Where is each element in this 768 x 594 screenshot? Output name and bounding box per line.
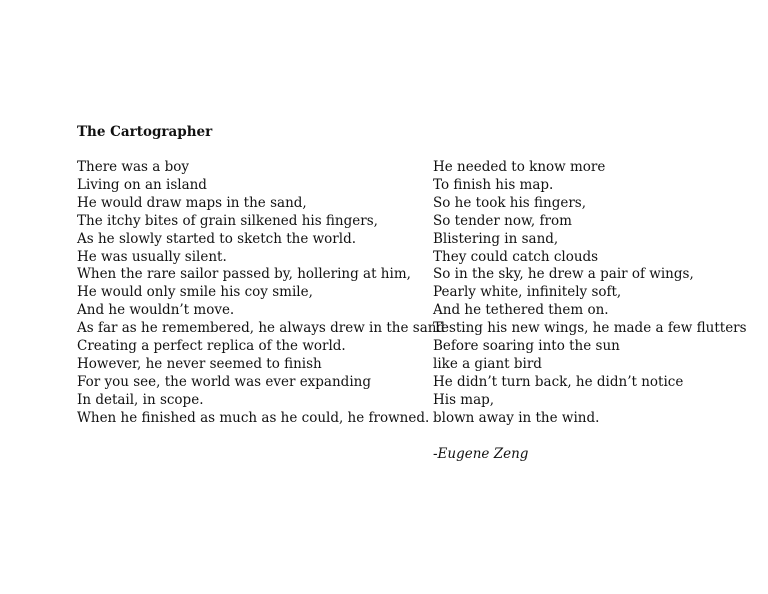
poem-line: As far as he remembered, he always drew in the sand bbox=[77, 320, 446, 337]
poem-line: He was usually silent. bbox=[77, 248, 227, 265]
poem-line: He would only smile his coy smile, bbox=[77, 284, 313, 301]
poem-line: When the rare sailor passed by, hollering at him, bbox=[77, 266, 411, 283]
poem-line: To finish his map. bbox=[433, 176, 554, 193]
poem-line: The itchy bites of grain silkened his fingers, bbox=[77, 212, 378, 229]
poem-line: And he tethered them on. bbox=[433, 302, 609, 319]
poem-line: He needed to know more bbox=[433, 159, 606, 175]
poem-line: like a giant bird bbox=[433, 355, 542, 372]
poem-left-column bbox=[77, 159, 445, 428]
poem-line: And he wouldn’t move. bbox=[77, 302, 235, 319]
poem-line: So tender now, from bbox=[433, 212, 572, 229]
poem-line: He would draw maps in the sand, bbox=[77, 194, 307, 211]
poem-line: So in the sky, he drew a pair of wings, bbox=[433, 266, 694, 283]
poem-line: blown away in the wind. bbox=[433, 409, 600, 426]
poem-line: His map, bbox=[433, 391, 495, 408]
poem-line: Before soaring into the sun bbox=[433, 338, 620, 355]
poem-line: He didn’t turn back, he didn’t notice bbox=[433, 373, 684, 390]
poem-line: For you see, the world was ever expanding bbox=[77, 373, 371, 390]
poem-line: So he took his fingers, bbox=[433, 194, 587, 211]
poem-right-column bbox=[433, 159, 747, 428]
poem-line: Living on an island bbox=[77, 176, 207, 193]
poem-line: However, he never seemed to finish bbox=[77, 355, 322, 372]
poem-line: Creating a perfect replica of the world. bbox=[77, 338, 346, 355]
poem-line: Blistering in sand, bbox=[433, 230, 559, 247]
poem-title: The Cartographer bbox=[77, 124, 213, 140]
poem-line: When he finished as much as he could, he frowned. bbox=[77, 409, 430, 426]
poem-line: As he slowly started to sketch the world. bbox=[77, 230, 357, 247]
poem-signature: -Eugene Zeng bbox=[433, 446, 529, 462]
poem-line: Testing his new wings, he made a few flutters bbox=[433, 320, 747, 337]
poem-line: In detail, in scope. bbox=[77, 391, 204, 408]
poem-line: Pearly white, infinitely soft, bbox=[433, 284, 622, 301]
poem-line: They could catch clouds bbox=[433, 248, 599, 265]
poem-line: There was a boy bbox=[77, 159, 189, 175]
